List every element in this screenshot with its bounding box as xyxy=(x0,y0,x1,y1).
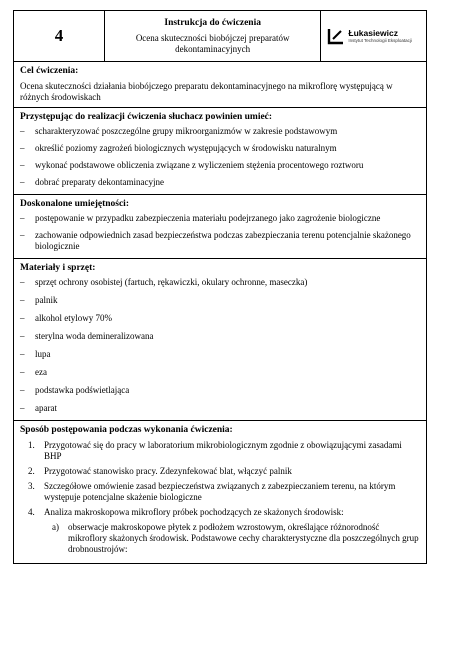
logo-subtitle: Instytut Technologii Eksploatacji xyxy=(348,37,412,43)
materials-item: – sterylna woda demineralizowana xyxy=(20,331,154,341)
materials-item: – alkohol etylowy 70% xyxy=(20,313,112,323)
instruction-page xyxy=(13,10,427,652)
institute-logo xyxy=(321,27,426,45)
skills-item: – scharakteryzować poszczególne grupy mikroorganizmów w zakresie podstawowym xyxy=(20,126,338,136)
header-table xyxy=(13,10,427,62)
lukasiewicz-logo-icon xyxy=(327,27,345,45)
materials-item: – eza xyxy=(20,367,47,377)
logo-name: Łukasiewicz xyxy=(348,27,398,38)
procedure-step: 2. Przygotować stanowisko pracy. Zdezynfekować blat, włączyć palnik xyxy=(28,466,292,476)
materials-item: – podstawka podświetlająca xyxy=(20,385,130,395)
materials-section xyxy=(14,258,426,420)
materials-item: – sprzęt ochrony osobistej (fartuch, rękawiczki, okulary ochronne, maseczka) xyxy=(20,277,308,287)
procedure-title: Sposób postępowania podczas wykonania ćwiczenia: xyxy=(20,425,233,435)
skills-section xyxy=(14,107,426,194)
procedure-substep: a) obserwacje makroskopowe płytek z podłożem wzrostowym, określające różnorodność mikroflory skażonych środowisk. Podstawowe cechy charakterystyczne dla poszczególnych grup drobnoustrojów: xyxy=(52,522,419,554)
improved-title: Doskonalone umiejętności: xyxy=(20,199,129,209)
materials-item: – lupa xyxy=(20,349,51,359)
improved-section xyxy=(14,194,426,258)
goal-text: Ocena skuteczności działania biobójczego preparatu dekontaminacyjnego na mikroflorę występującą w różnych środowiskach xyxy=(20,81,393,102)
exercise-number: 4 xyxy=(14,11,105,62)
procedure-step: 3. Szczegółowe omówienie zasad bezpieczeństwa związanych z zabezpieczaniem terenu, na którym występuje potencjalne skażenie biologiczne xyxy=(28,481,396,502)
improved-item: – postępowanie w przypadku zabezpieczenia materiału podejrzanego jako zagrożenie biologiczne xyxy=(20,213,381,223)
procedure-section xyxy=(14,420,426,563)
skills-item: – wykonać podstawowe obliczenia związane z wyliczeniem stężenia procentowego roztworu xyxy=(20,160,364,170)
materials-title: Materiały i sprzęt: xyxy=(20,263,96,273)
title-cell xyxy=(104,11,320,62)
procedure-step: 4. Analiza makroskopowa mikroflory próbek pochodzących ze skażonych środowisk: a) obserwacje makroskopowe płytek z podłożem wzrostowym, określające różnorodność mikroflory skażonych środowisk. Podstawowe cechy charakterystyczne dla poszczególnych grup drobnoustrojów: xyxy=(28,507,419,554)
instruction-title: Instrukcja do ćwiczenia xyxy=(164,17,261,28)
content-box xyxy=(13,62,427,564)
goal-title: Cel ćwiczenia: xyxy=(20,66,79,76)
improved-item: – zachowanie odpowiednich zasad bezpieczeństwa podczas zabezpieczania terenu potencjalnie skażonego biologicznie xyxy=(20,230,411,251)
materials-item: – aparat xyxy=(20,403,57,413)
materials-item: – palnik xyxy=(20,295,58,305)
goal-section xyxy=(14,62,426,107)
logo-cell xyxy=(321,11,427,62)
skills-item: – dobrać preparaty dekontaminacyjne xyxy=(20,177,164,187)
procedure-step: 1. Przygotować się do pracy w laboratorium mikrobiologicznym zgodnie z obowiązującymi zasadami BHP xyxy=(28,440,402,461)
skills-item: – określić poziomy zagrożeń biologicznych występujących w środowisku naturalnym xyxy=(20,143,337,153)
skills-title: Przystępując do realizacji ćwiczenia słuchacz powinien umieć: xyxy=(20,112,273,122)
instruction-subtitle: Ocena skuteczności biobójczej preparatów dekontaminacyjnych xyxy=(135,32,290,54)
